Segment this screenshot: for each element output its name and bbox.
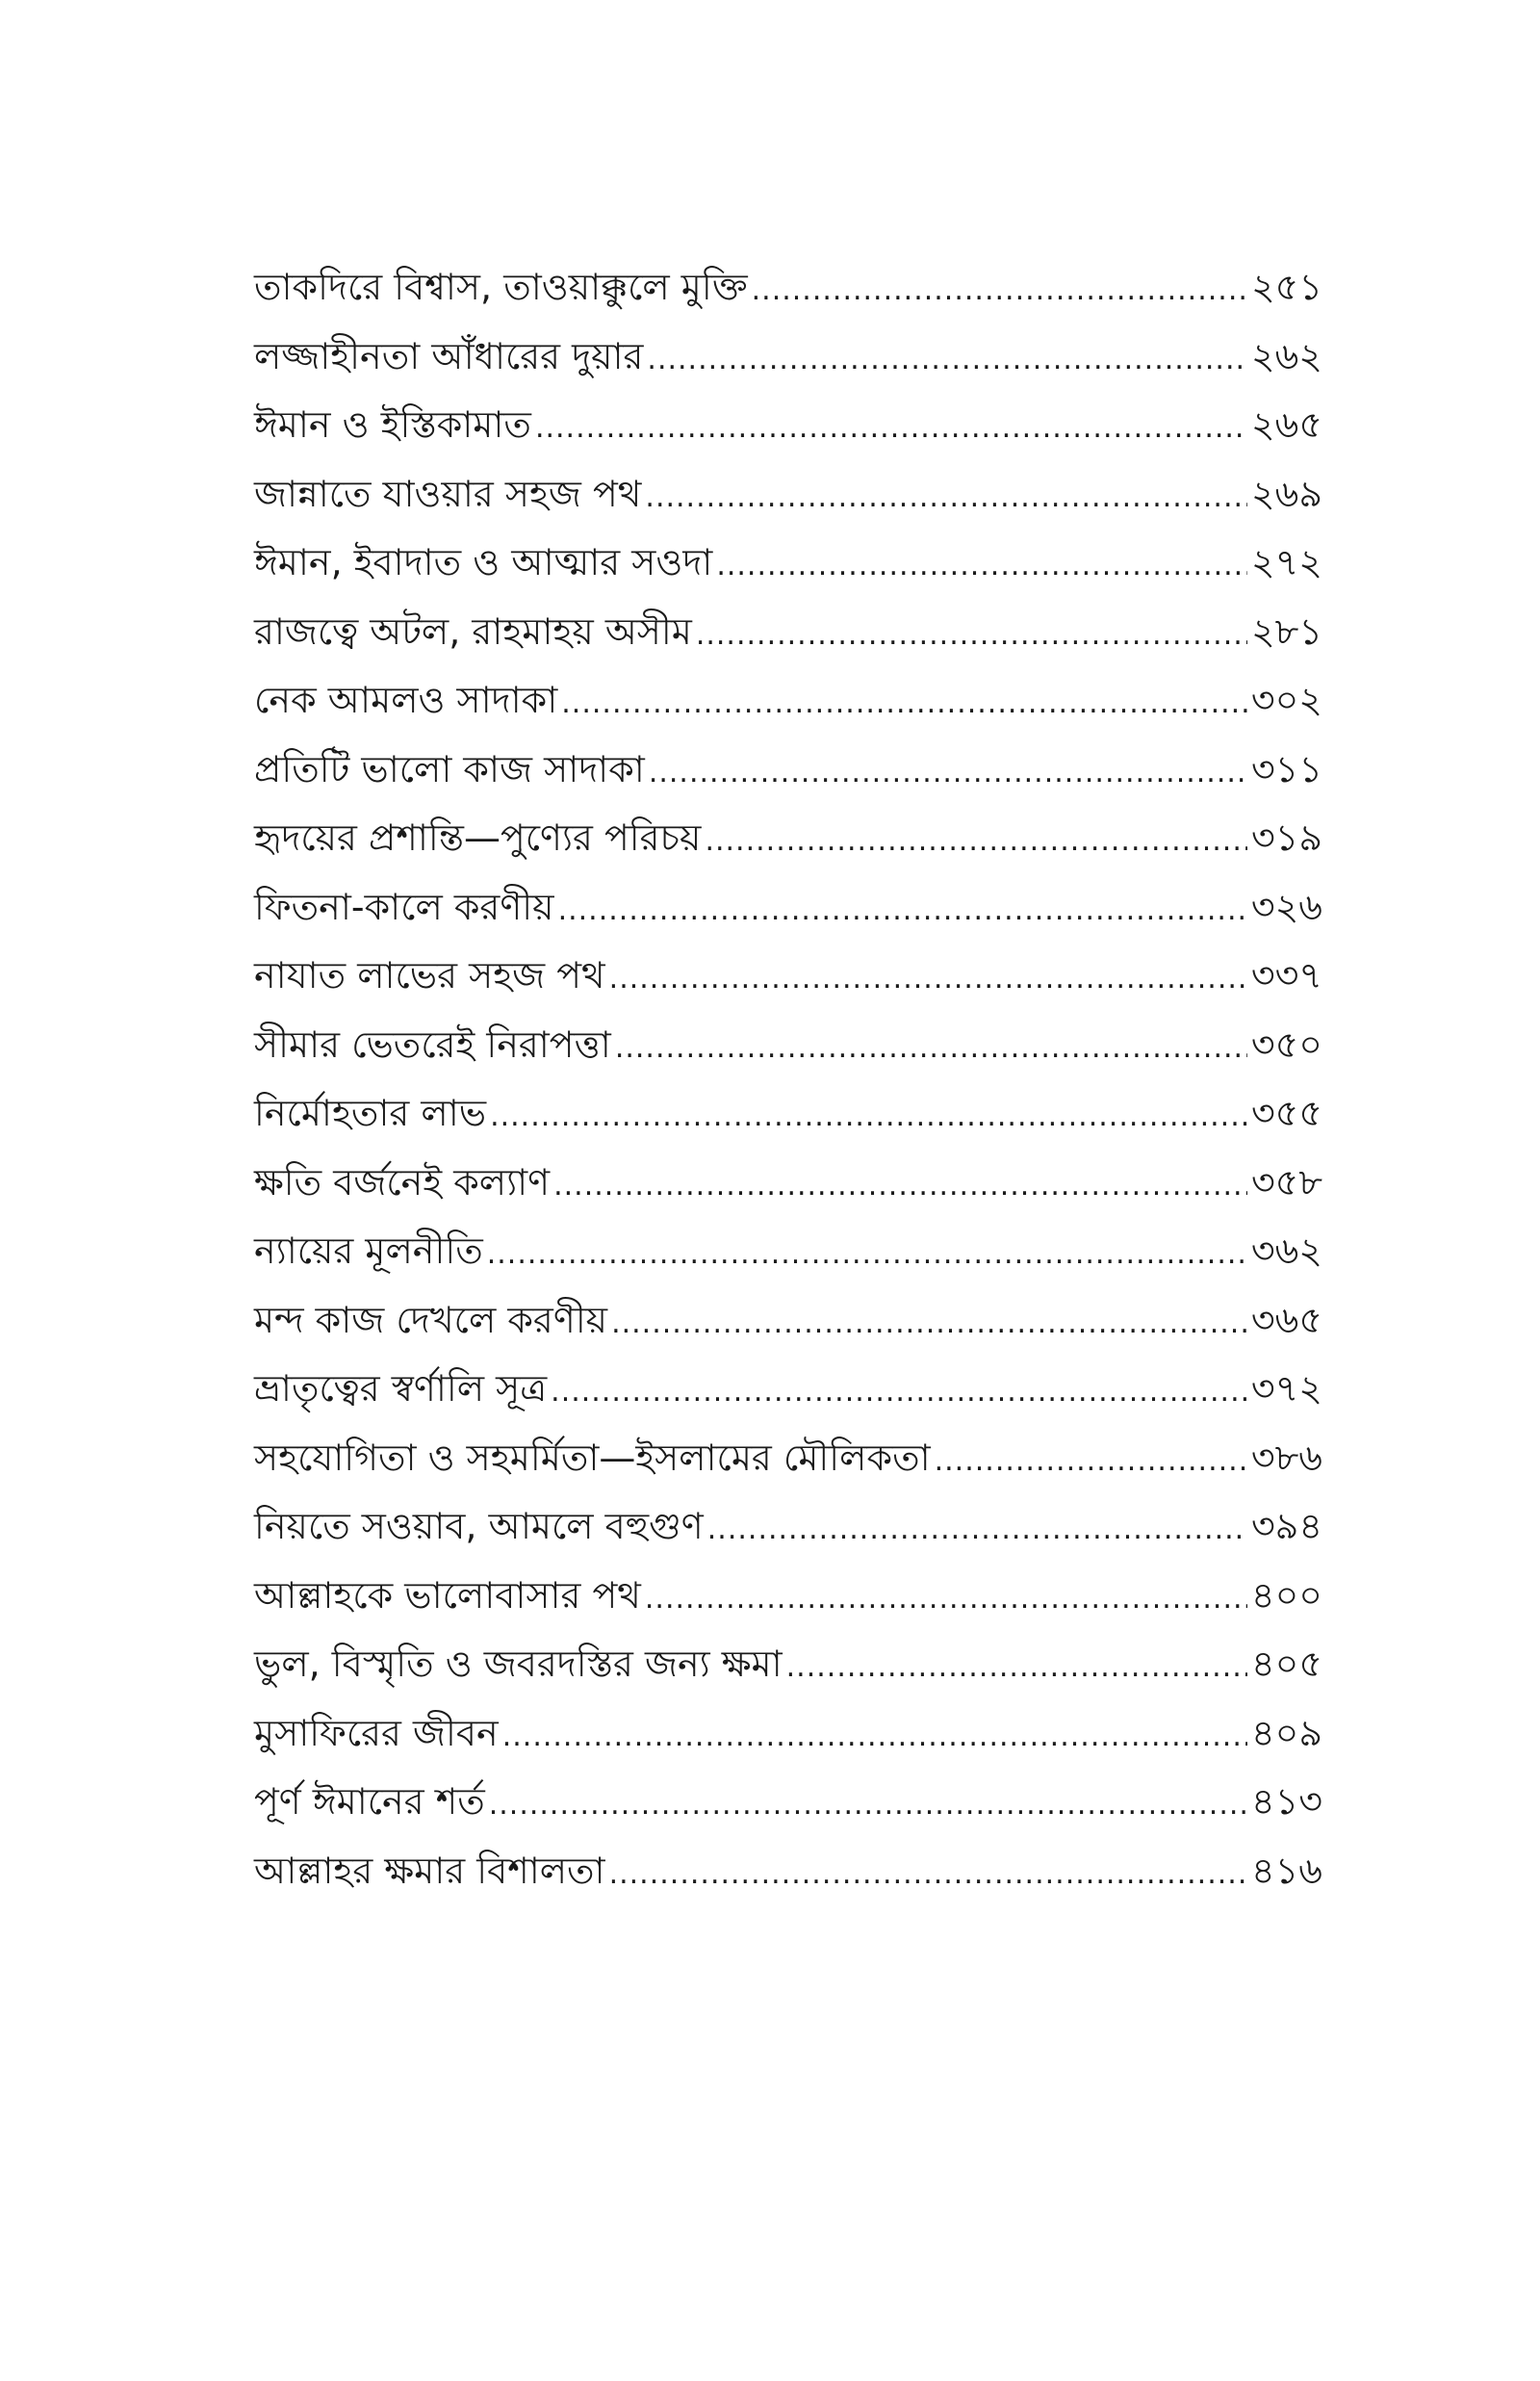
toc-entry[interactable]: [254, 1079, 1322, 1149]
toc-entry-page: ৩২৬: [1250, 885, 1322, 928]
toc-entry-title: নিয়তে সওয়াব, আমলে বহুগুণ: [254, 1505, 704, 1547]
toc-entry-title: ফিতনা-কালে করণীয়: [254, 885, 554, 928]
toc-entry-title: সীমার ভেতরেই নিরাপত্তা: [254, 1022, 611, 1066]
toc-entry-title: ঈমান ও ইস্তিকামাত: [254, 403, 531, 446]
dot-leader: [535, 394, 1247, 463]
dot-leader: [558, 876, 1247, 945]
toc-entry-page: ২৬৫: [1250, 403, 1322, 446]
toc-entry-page: ২৮১: [1250, 609, 1322, 653]
toc-entry-page: ৩৬৫: [1250, 1298, 1322, 1341]
dot-leader: [551, 1358, 1247, 1427]
toc-entry-page: ৩৫৮: [1250, 1160, 1322, 1203]
dot-leader: [561, 669, 1247, 738]
toc-entry[interactable]: [254, 529, 1322, 598]
toc-entry-page: ৪০০: [1250, 1573, 1322, 1617]
toc-entry-page: ৩৯৪: [1250, 1505, 1322, 1547]
dot-leader: [609, 945, 1247, 1014]
dot-leader: [649, 738, 1247, 808]
toc-entry-title: ঈমান, ইবাদাত ও আত্মার সওদা: [254, 541, 713, 583]
toc-entry[interactable]: [254, 1492, 1322, 1562]
dot-leader: [487, 1220, 1247, 1289]
dot-leader: [705, 807, 1247, 876]
toc-entry-page: ৩৫৫: [1250, 1092, 1322, 1134]
toc-entry[interactable]: [254, 253, 1322, 323]
toc-entry-title: ন্যায়ের মূলনীতি: [254, 1229, 483, 1272]
toc-entry[interactable]: [254, 391, 1322, 460]
toc-entry-title: আল্লাহকে ভালোবাসার পথ: [254, 1573, 641, 1617]
toc-entry-title: মুসাফিরের জীবন: [254, 1711, 499, 1754]
toc-entry[interactable]: [254, 1837, 1322, 1906]
toc-entry-page: ৩০২: [1250, 679, 1322, 721]
toc-entry[interactable]: [254, 1630, 1322, 1699]
toc-entry[interactable]: [254, 1149, 1322, 1218]
dot-leader: [615, 1014, 1247, 1083]
dot-leader: [502, 1702, 1247, 1772]
dot-leader: [611, 1289, 1247, 1359]
toc-entry-page: ২৬২: [1250, 334, 1322, 377]
toc-entry[interactable]: [254, 323, 1322, 392]
toc-entry-title: প্রতিটি ভালো কাজ সাদাকা: [254, 747, 645, 790]
toc-entry-title: রাজত্বে অটল, রাহমাহয় অসীম: [254, 609, 692, 653]
toc-entry[interactable]: [254, 804, 1322, 873]
toc-entry[interactable]: [254, 1286, 1322, 1356]
toc-entry-title: ভুল, বিস্মৃতি ও জবরদস্তির জন্য ক্ষমা: [254, 1643, 783, 1685]
toc-entry-page: ৩৬২: [1250, 1229, 1322, 1272]
dot-leader: [645, 463, 1247, 532]
table-of-contents: [254, 253, 1322, 1905]
toc-entry-title: হৃদয়ের প্রশান্তি—পুণ্যের পরিচয়: [254, 816, 702, 859]
toc-entry-title: তাকদিরে বিশ্বাস, তাওয়াক্কুলে মুক্তি: [254, 266, 748, 308]
dot-leader: [609, 1840, 1247, 1909]
toc-entry-page: ২৫১: [1250, 266, 1322, 308]
toc-entry-page: ২৬৯: [1250, 472, 1322, 515]
toc-entry-title: আল্লাহর ক্ষমার বিশালতা: [254, 1849, 605, 1892]
toc-entry-page: ৩৮৬: [1250, 1436, 1322, 1479]
toc-entry[interactable]: [254, 1355, 1322, 1424]
dot-leader: [716, 531, 1247, 601]
toc-entry-page: ৩৭২: [1250, 1367, 1322, 1410]
toc-entry[interactable]: [254, 736, 1322, 805]
toc-entry[interactable]: [254, 1424, 1322, 1493]
toc-entry-page: ৩৫০: [1250, 1022, 1322, 1066]
toc-entry-page: ৪০৯: [1250, 1711, 1322, 1754]
toc-entry[interactable]: [254, 598, 1322, 667]
dot-leader: [786, 1633, 1247, 1702]
dot-leader: [490, 1082, 1247, 1152]
toc-entry-page: ৩১১: [1250, 747, 1322, 790]
toc-entry[interactable]: [254, 460, 1322, 530]
toc-entry-title: পূর্ণ ঈমানের শর্ত: [254, 1780, 485, 1823]
toc-entry[interactable]: [254, 942, 1322, 1011]
toc-entry[interactable]: [254, 1562, 1322, 1631]
toc-entry-page: ৪১৩: [1250, 1780, 1322, 1823]
dot-leader: [553, 1152, 1247, 1221]
toc-entry[interactable]: [254, 1768, 1322, 1837]
dot-leader: [696, 601, 1247, 670]
toc-entry-title: নেক আমলও সাদাকা: [254, 679, 558, 721]
dot-leader: [489, 1771, 1247, 1840]
toc-entry-title: ক্ষতি বর্জনেই কল্যাণ: [254, 1160, 551, 1203]
toc-entry[interactable]: [254, 1699, 1322, 1769]
toc-entry-page: ২৭২: [1250, 541, 1322, 583]
toc-entry-title: লজ্জাহীনতা আঁধারের দুয়ার: [254, 334, 644, 377]
toc-entry[interactable]: [254, 873, 1322, 943]
toc-entry[interactable]: [254, 1011, 1322, 1080]
toc-entry-title: নাযাত লাভের সহজ পথ: [254, 954, 605, 996]
dot-leader: [645, 1565, 1247, 1634]
toc-entry-page: ৪০৫: [1250, 1643, 1322, 1685]
toc-entry-title: মন্দ কাজ দেখলে করণীয়: [254, 1298, 608, 1341]
toc-entry-title: সহযোগিতা ও সহমর্মিতা—ইসলামের মৌলিকতা: [254, 1436, 931, 1479]
toc-entry[interactable]: [254, 1217, 1322, 1286]
toc-entry-title: জান্নাতে যাওয়ার সহজ পথ: [254, 472, 642, 515]
toc-entry[interactable]: [254, 666, 1322, 736]
dot-leader: [935, 1427, 1247, 1496]
toc-entry-page: ৪১৬: [1250, 1849, 1322, 1892]
dot-leader: [707, 1495, 1247, 1565]
toc-entry-title: ভ্রাতৃত্বের স্বর্ণালি সূত্র: [254, 1367, 548, 1410]
toc-entry-page: ৩৩৭: [1250, 954, 1322, 996]
dot-leader: [752, 256, 1247, 325]
toc-entry-title: নির্মোহতার লাভ: [254, 1092, 487, 1134]
toc-entry-page: ৩১৯: [1250, 816, 1322, 859]
dot-leader: [647, 325, 1246, 395]
